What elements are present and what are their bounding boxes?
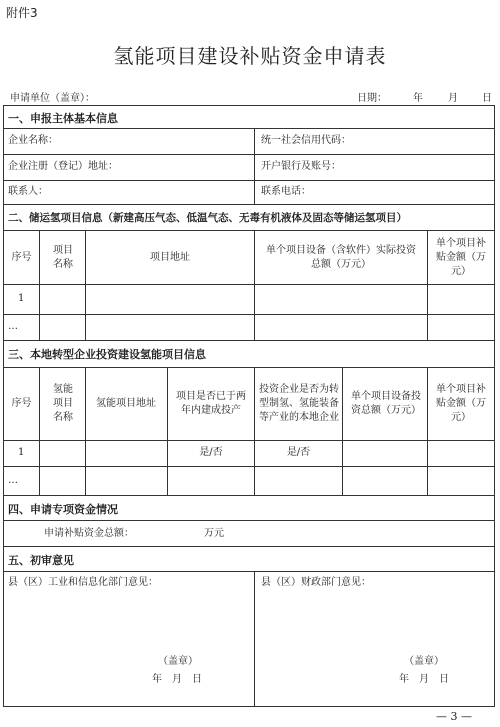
finance-dept-opinion-label: 县（区）财政部门意见： <box>261 577 371 588</box>
col-divider <box>254 230 255 340</box>
s2-row1-no: 1 <box>18 293 25 304</box>
s2-row2-no: … <box>8 321 18 332</box>
phone-label: 联系电话： <box>261 186 311 197</box>
col-divider <box>85 367 86 495</box>
s3-header-name: 氢能项目名称 <box>53 384 73 423</box>
s3-header-subsidy: 单个项目补贴金额（万元） <box>436 384 486 423</box>
section5-heading: 五、初审意见 <box>8 554 74 567</box>
col-divider <box>39 230 40 340</box>
s2-header-investment: 单个项目设备（含软件）实际投资总额（万元） <box>266 244 416 270</box>
reg-address-label: 企业注册（登记）地址： <box>8 161 118 172</box>
rule <box>3 314 495 315</box>
section2-heading: 二、储运氢项目信息（新建高压气态、低温气态、无毒有机液体及固态等储运氢项目） <box>8 212 407 224</box>
page-number: — 3 — <box>436 710 472 723</box>
rule <box>3 520 495 521</box>
col-divider <box>254 367 255 495</box>
date-day: 日 <box>482 93 492 104</box>
col-divider <box>167 367 168 495</box>
date-year: 年 <box>413 93 423 104</box>
section4-heading: 四、申请专项资金情况 <box>8 503 118 516</box>
s3-header-address: 氢能项目地址 <box>96 398 156 409</box>
col-divider <box>254 128 255 204</box>
industry-dept-opinion-label: 县（区）工业和信息化部门意见： <box>8 577 158 588</box>
right-date-label: 年 月 日 <box>399 674 449 685</box>
s3-row1-local: 是/否 <box>286 447 311 458</box>
form-title: 氢能项目建设补贴资金申请表 <box>113 44 387 68</box>
contact-label: 联系人： <box>8 186 48 197</box>
bank-account-label: 开户银行及账号： <box>261 161 341 172</box>
applicant-label: 申请单位（盖章）： <box>10 93 95 104</box>
right-seal-label: （盖章） <box>404 656 444 667</box>
s3-row1-no: 1 <box>18 447 25 458</box>
s3-header-local: 投资企业是否为转型制氢、氢能装备等产业的本地企业 <box>259 384 339 423</box>
date-label: 日期： <box>357 93 387 104</box>
rule <box>3 284 495 285</box>
credit-code-label: 统一社会信用代码： <box>261 135 351 146</box>
s3-header-built: 项目是否已于两年内建成投产 <box>176 391 246 416</box>
s3-header-no: 序号 <box>11 398 32 409</box>
rule <box>3 466 495 467</box>
rule <box>3 495 495 496</box>
col-divider <box>254 571 255 707</box>
s2-header-subsidy: 单个项目补贴金额（万元） <box>436 237 486 277</box>
s3-header-investment: 单个项目设备投资总额（万元） <box>351 391 421 416</box>
rule <box>3 571 495 572</box>
total-subsidy-label: 申请补贴资金总额： <box>44 528 134 539</box>
attachment-label: 附件3 <box>6 6 38 20</box>
rule <box>3 128 495 129</box>
col-divider <box>39 367 40 495</box>
col-divider <box>427 230 428 340</box>
rule <box>3 180 495 181</box>
s3-row1-built: 是/否 <box>199 447 223 458</box>
section3-heading: 三、本地转型企业投资建设氢能项目信息 <box>8 348 206 361</box>
left-seal-label: （盖章） <box>158 656 198 667</box>
rule <box>3 154 495 155</box>
s2-header-address: 项目地址 <box>150 251 190 263</box>
date-month: 月 <box>448 93 458 104</box>
total-subsidy-unit: 万元 <box>204 528 224 539</box>
left-date-label: 年 月 日 <box>152 674 202 685</box>
s2-header-no: 序号 <box>11 251 32 263</box>
s2-header-name: 项目名称 <box>53 244 73 270</box>
rule <box>3 440 495 441</box>
col-divider <box>427 367 428 495</box>
rule <box>3 340 495 341</box>
rule <box>3 546 495 547</box>
col-divider <box>342 367 343 495</box>
section1-heading: 一、申报主体基本信息 <box>8 112 118 125</box>
rule <box>3 204 495 205</box>
s3-row2-no: … <box>8 475 18 486</box>
company-name-label: 企业名称： <box>8 135 58 146</box>
